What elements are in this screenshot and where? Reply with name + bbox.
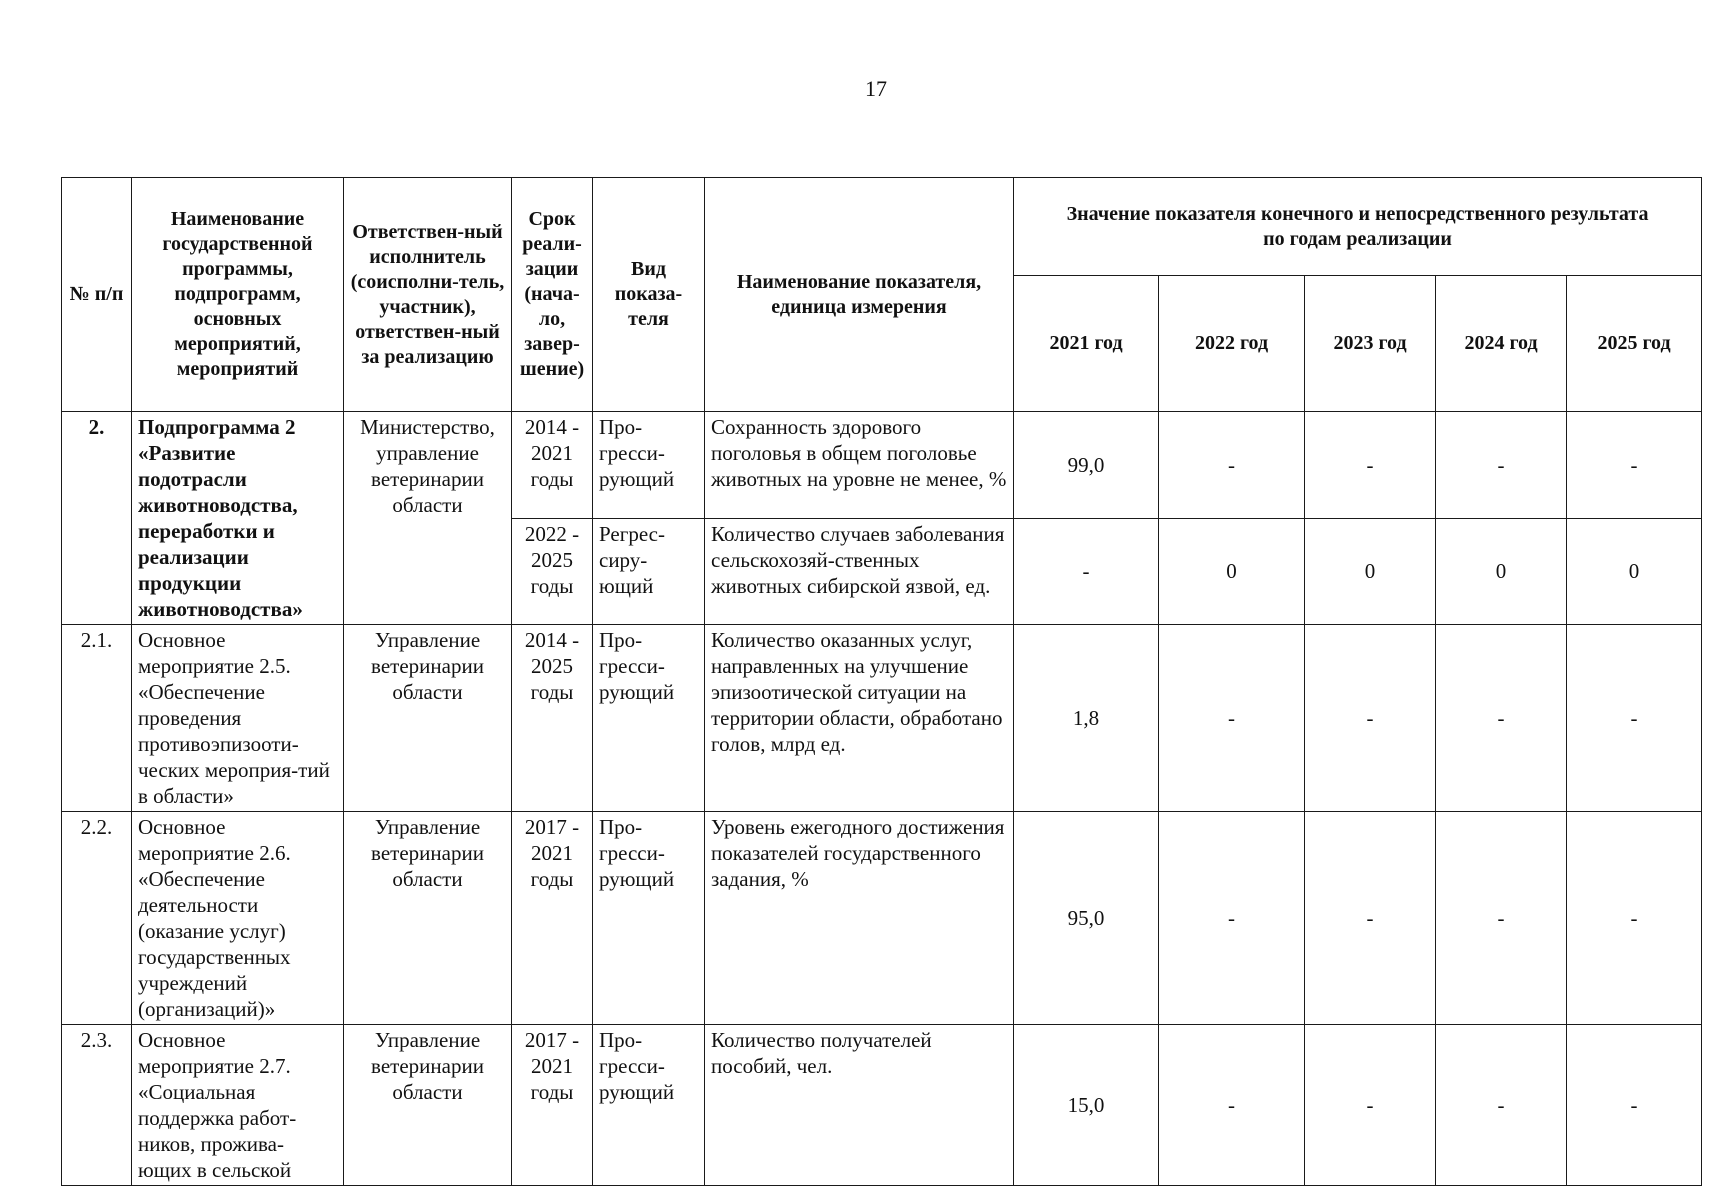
cell-name: Подпрограмма 2 «Развитие подотрасли животноводства, переработки и реализации продукции животноводства» xyxy=(132,412,344,625)
cell-value: - xyxy=(1567,625,1702,812)
cell-period: 2017 - 2021 годы xyxy=(512,1025,593,1186)
cell-value: - xyxy=(1436,412,1567,519)
cell-value: - xyxy=(1159,812,1305,1025)
cell-name: Основное мероприятие 2.6. «Обеспечение деятельности (оказание услуг) государственных учреждений (организаций)» xyxy=(132,812,344,1025)
header-year: 2022 год xyxy=(1159,276,1305,412)
cell-name: Основное мероприятие 2.7. «Социальная поддержка работ-ников, прожива-ющих в сельской xyxy=(132,1025,344,1186)
header-period: Срок реали-зации (нача-ло, завер-шение) xyxy=(512,178,593,412)
header-name: Наименование государственной программы, подпрограмм, основных мероприятий, мероприятий xyxy=(132,178,344,412)
cell-executor: Управление ветеринарии области xyxy=(344,812,512,1025)
cell-period: 2017 - 2021 годы xyxy=(512,812,593,1025)
cell-name: Основное мероприятие 2.5. «Обеспечение проведения противоэпизооти-ческих мероприя-тий в области» xyxy=(132,625,344,812)
header-year: 2021 год xyxy=(1014,276,1159,412)
header-num: № п/п xyxy=(62,178,132,412)
cell-indicator: Уровень ежегодного достижения показателей государственного задания, % xyxy=(705,812,1014,1025)
cell-value: - xyxy=(1436,625,1567,812)
header-indicator: Наименование показателя, единица измерения xyxy=(705,178,1014,412)
cell-type: Регрес-сиру-ющий xyxy=(593,518,705,625)
cell-num: 2. xyxy=(62,412,132,625)
cell-type: Про-гресси-рующий xyxy=(593,625,705,812)
cell-value: 99,0 xyxy=(1014,412,1159,519)
cell-value: 0 xyxy=(1436,518,1567,625)
cell-indicator: Количество оказанных услуг, направленных на улучшение эпизоотической ситуации на территории области, обработано голов, млрд ед. xyxy=(705,625,1014,812)
cell-value: - xyxy=(1305,625,1436,812)
cell-value: - xyxy=(1159,625,1305,812)
header-year: 2023 год xyxy=(1305,276,1436,412)
table-row xyxy=(62,812,1702,1025)
cell-type: Про-гресси-рующий xyxy=(593,1025,705,1186)
header-executor: Ответствен-ный исполнитель (соисполни-тель, участник), ответствен-ный за реализацию xyxy=(344,178,512,412)
cell-value: 15,0 xyxy=(1014,1025,1159,1186)
cell-indicator: Количество случаев заболевания сельскохозяй-ственных животных сибирской язвой, ед. xyxy=(705,518,1014,625)
cell-type: Про-гресси-рующий xyxy=(593,812,705,1025)
cell-period: 2014 - 2025 годы xyxy=(512,625,593,812)
cell-value: - xyxy=(1305,1025,1436,1186)
cell-indicator: Количество получателей пособий, чел. xyxy=(705,1025,1014,1186)
cell-value: - xyxy=(1567,412,1702,519)
cell-executor: Управление ветеринарии области xyxy=(344,1025,512,1186)
cell-type: Про-гресси-рующий xyxy=(593,412,705,519)
cell-value: - xyxy=(1305,412,1436,519)
header-row-1 xyxy=(62,178,1702,276)
cell-period: 2022 - 2025 годы xyxy=(512,518,593,625)
header-year: 2024 год xyxy=(1436,276,1567,412)
cell-num: 2.1. xyxy=(62,625,132,812)
cell-num: 2.2. xyxy=(62,812,132,1025)
cell-value: - xyxy=(1436,812,1567,1025)
cell-value: 1,8 xyxy=(1014,625,1159,812)
indicators-table xyxy=(61,177,1702,1186)
cell-value: 0 xyxy=(1305,518,1436,625)
cell-num: 2.3. xyxy=(62,1025,132,1186)
header-year: 2025 год xyxy=(1567,276,1702,412)
cell-value: - xyxy=(1305,812,1436,1025)
cell-value: 0 xyxy=(1159,518,1305,625)
header-values-group: Значение показателя конечного и непосредственного результата по годам реализации xyxy=(1014,178,1702,276)
table-row xyxy=(62,1025,1702,1186)
cell-value: - xyxy=(1159,1025,1305,1186)
cell-value: 0 xyxy=(1567,518,1702,625)
cell-indicator: Сохранность здорового поголовья в общем поголовье животных на уровне не менее, % xyxy=(705,412,1014,519)
cell-executor: Министерство, управление ветеринарии области xyxy=(344,412,512,625)
cell-value: 95,0 xyxy=(1014,812,1159,1025)
cell-value: - xyxy=(1159,412,1305,519)
cell-value: - xyxy=(1567,812,1702,1025)
cell-executor: Управление ветеринарии области xyxy=(344,625,512,812)
header-type: Вид показа-теля xyxy=(593,178,705,412)
cell-value: - xyxy=(1436,1025,1567,1186)
table-row xyxy=(62,412,1702,519)
cell-value: - xyxy=(1014,518,1159,625)
cell-period: 2014 - 2021 годы xyxy=(512,412,593,519)
cell-value: - xyxy=(1567,1025,1702,1186)
page-number: 17 xyxy=(865,76,887,101)
table-row xyxy=(62,625,1702,812)
